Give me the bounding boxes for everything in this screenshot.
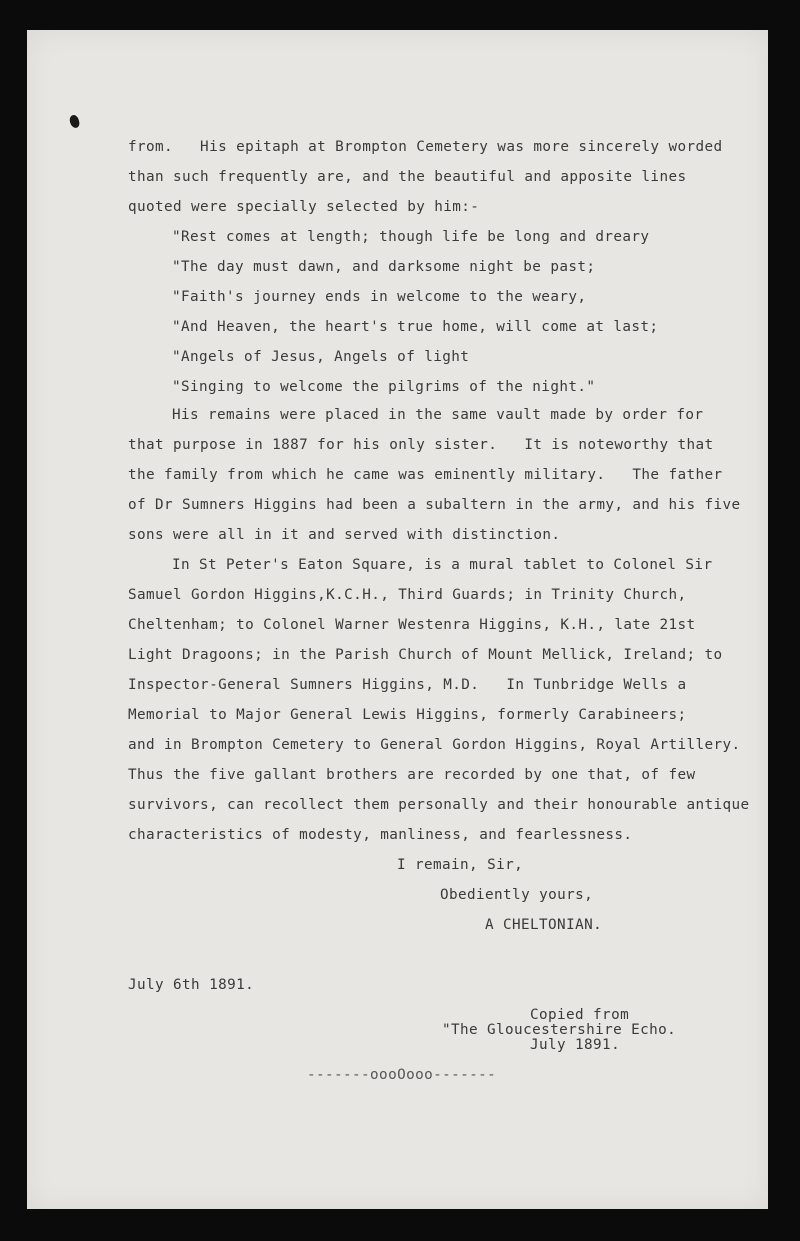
poem-line-2: "The day must dawn, and darksome night be past; — [172, 259, 596, 275]
letter-date: July 6th 1891. — [128, 977, 255, 993]
body-line-4: His remains were placed in the same vault made by order for — [172, 407, 704, 423]
body-line-9: In St Peter's Eaton Square, is a mural tablet to Colonel Sir — [172, 557, 713, 573]
poem-line-6: "Singing to welcome the pilgrims of the night." — [172, 379, 596, 395]
poem-line-4: "And Heaven, the heart's true home, will come at last; — [172, 319, 659, 335]
source-line-1: Copied from — [530, 1007, 630, 1023]
body-line-14: Memorial to Major General Lewis Higgins, formerly Carabineers; — [128, 707, 687, 723]
body-line-10: Samuel Gordon Higgins,K.C.H., Third Guards; in Trinity Church, — [128, 587, 687, 603]
body-line-12: Light Dragoons; in the Parish Church of Mount Mellick, Ireland; to — [128, 647, 723, 663]
source-line-3: July 1891. — [530, 1037, 621, 1053]
body-line-1: from. His epitaph at Brompton Cemetery was more sincerely worded — [128, 139, 723, 155]
body-line-2: than such frequently are, and the beautiful and apposite lines — [128, 169, 687, 185]
body-line-8: sons were all in it and served with distinction. — [128, 527, 561, 543]
body-line-17: survivors, can recollect them personally and their honourable antique — [128, 797, 750, 813]
body-line-18: characteristics of modesty, manliness, and fearlessness. — [128, 827, 633, 843]
poem-line-5: "Angels of Jesus, Angels of light — [172, 349, 470, 365]
body-line-3: quoted were specially selected by him:- — [128, 199, 480, 215]
closing-remain: I remain, Sir, — [397, 857, 524, 873]
divider-ornament: -------oooOooo------- — [307, 1067, 497, 1083]
poem-line-3: "Faith's journey ends in welcome to the weary, — [172, 289, 587, 305]
body-line-11: Cheltenham; to Colonel Warner Westenra Higgins, K.H., late 21st — [128, 617, 696, 633]
body-line-16: Thus the five gallant brothers are recorded by one that, of few — [128, 767, 696, 783]
body-line-15: and in Brompton Cemetery to General Gordon Higgins, Royal Artillery. — [128, 737, 741, 753]
source-line-2: "The Gloucestershire Echo. — [442, 1022, 677, 1038]
poem-line-1: "Rest comes at length; though life be long and dreary — [172, 229, 650, 245]
body-line-7: of Dr Sumners Higgins had been a subaltern in the army, and his five — [128, 497, 741, 513]
closing-obediently: Obediently yours, — [440, 887, 594, 903]
body-line-13: Inspector-General Sumners Higgins, M.D. In Tunbridge Wells a — [128, 677, 687, 693]
body-line-5: that purpose in 1887 for his only sister. It is noteworthy that — [128, 437, 714, 453]
body-line-6: the family from which he came was eminently military. The father — [128, 467, 723, 483]
signature: A CHELTONIAN. — [485, 917, 603, 933]
